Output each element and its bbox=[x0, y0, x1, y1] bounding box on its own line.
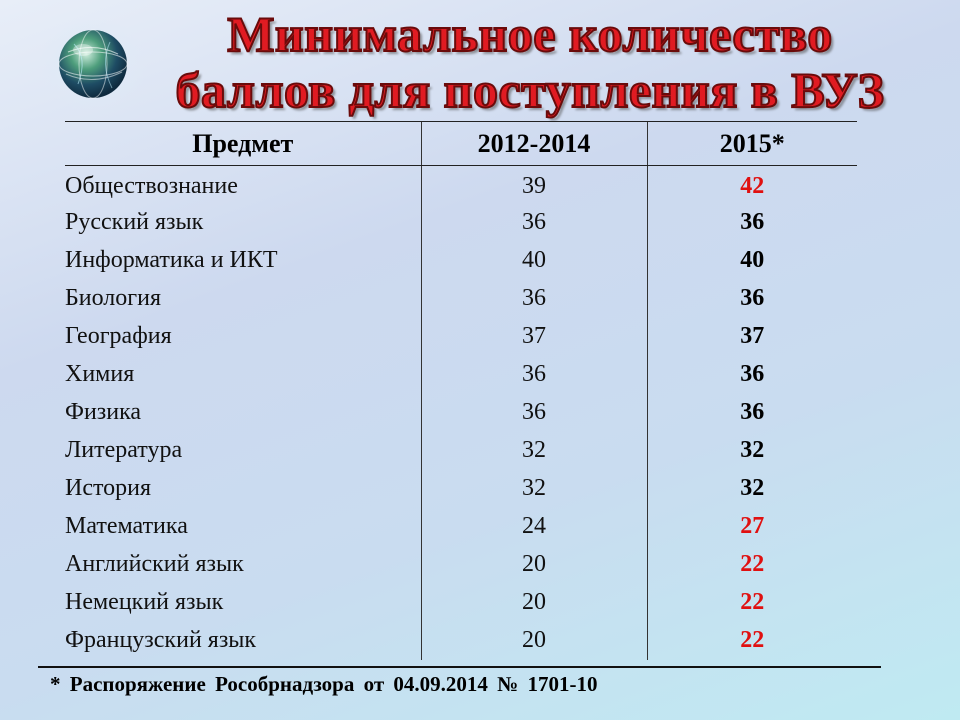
table-row bbox=[65, 470, 857, 508]
subject-cell: Физика bbox=[65, 399, 142, 425]
table-body bbox=[65, 166, 857, 660]
header-2015: 2015* bbox=[647, 122, 857, 166]
score-2015-cell: 22 bbox=[647, 546, 857, 584]
subject-cell: Немецкий язык bbox=[65, 589, 224, 615]
score-2015-cell: 36 bbox=[647, 356, 857, 394]
table-row bbox=[65, 508, 857, 546]
table-row bbox=[65, 204, 857, 242]
score-2012-2014-cell: 40 bbox=[421, 242, 647, 280]
score-2015-cell: 36 bbox=[647, 280, 857, 318]
title-line-1: Минимальное количество bbox=[227, 6, 833, 62]
table-row bbox=[65, 394, 857, 432]
score-2015-cell: 37 bbox=[647, 318, 857, 356]
score-2012-2014-cell: 24 bbox=[421, 508, 647, 546]
footnote-divider bbox=[38, 666, 881, 668]
score-2012-2014-cell: 36 bbox=[421, 356, 647, 394]
subject-cell: История bbox=[65, 475, 152, 501]
table-row bbox=[65, 242, 857, 280]
scores-table-container bbox=[65, 121, 857, 660]
score-2015-cell: 32 bbox=[647, 470, 857, 508]
score-2015-cell: 40 bbox=[647, 242, 857, 280]
score-2015-cell: 27 bbox=[647, 508, 857, 546]
score-2015-cell: 22 bbox=[647, 584, 857, 622]
table-row bbox=[65, 318, 857, 356]
subject-cell: Обществознание bbox=[65, 173, 238, 200]
score-2015-cell: 22 bbox=[647, 622, 857, 660]
score-2012-2014-cell: 32 bbox=[421, 432, 647, 470]
title-line-2: баллов для поступления в ВУЗ bbox=[175, 62, 885, 118]
subject-cell: Биология bbox=[65, 285, 162, 311]
header-2012-2014: 2012-2014 bbox=[421, 122, 647, 166]
table-row bbox=[65, 432, 857, 470]
subject-cell: География bbox=[65, 323, 172, 349]
score-2015-cell: 42 bbox=[647, 166, 857, 204]
score-2012-2014-cell: 20 bbox=[421, 622, 647, 660]
subject-cell: Информатика и ИКТ bbox=[65, 247, 278, 273]
table-row bbox=[65, 584, 857, 622]
table-row bbox=[65, 546, 857, 584]
score-2012-2014-cell: 32 bbox=[421, 470, 647, 508]
header-subject: Предмет bbox=[65, 122, 421, 166]
subject-cell: Русский язык bbox=[65, 209, 204, 235]
score-2015-cell: 36 bbox=[647, 204, 857, 242]
subject-cell: Математика bbox=[65, 513, 188, 539]
table-row bbox=[65, 280, 857, 318]
table-row bbox=[65, 622, 857, 660]
table-header-row bbox=[65, 122, 857, 166]
score-2012-2014-cell: 20 bbox=[421, 546, 647, 584]
score-2012-2014-cell: 36 bbox=[421, 280, 647, 318]
table-row bbox=[65, 356, 857, 394]
page-title bbox=[120, 6, 940, 118]
score-2015-cell: 36 bbox=[647, 394, 857, 432]
scores-table bbox=[65, 121, 857, 660]
subject-cell: Французский язык bbox=[65, 627, 257, 653]
score-2012-2014-cell: 20 bbox=[421, 584, 647, 622]
subject-cell: Химия bbox=[65, 361, 135, 387]
score-2012-2014-cell: 36 bbox=[421, 394, 647, 432]
score-2015-cell: 32 bbox=[647, 432, 857, 470]
subject-cell: Литература bbox=[65, 437, 183, 463]
score-2012-2014-cell: 36 bbox=[421, 204, 647, 242]
table-row bbox=[65, 166, 857, 204]
footnote: * Распоряжение Рособрнадзора от 04.09.2014 № 1701-10 bbox=[50, 672, 598, 696]
score-2012-2014-cell: 37 bbox=[421, 318, 647, 356]
score-2012-2014-cell: 39 bbox=[421, 166, 647, 204]
subject-cell: Английский язык bbox=[65, 551, 244, 577]
